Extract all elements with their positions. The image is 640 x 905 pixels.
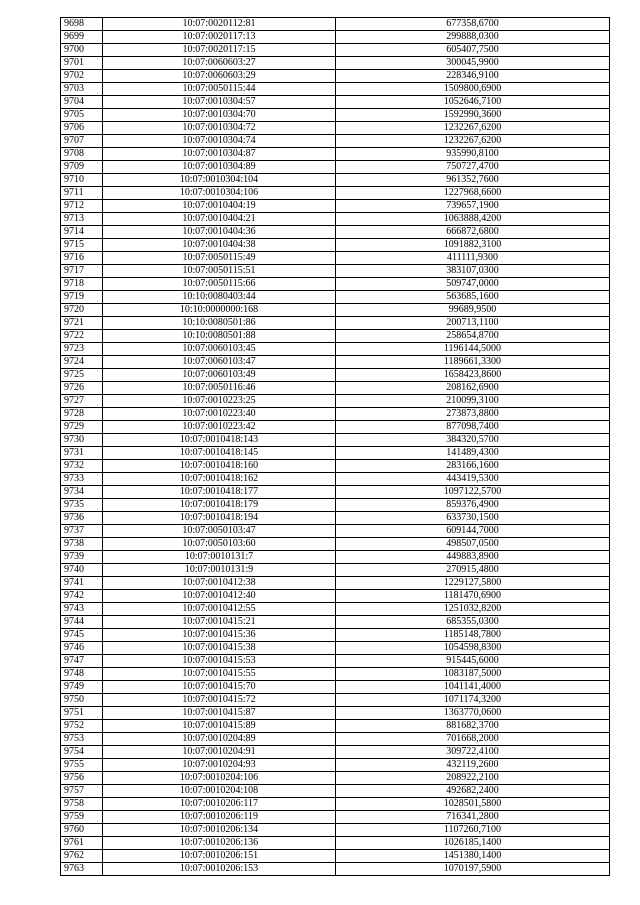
row-number-cell: 9712 — [61, 200, 103, 213]
table-row — [61, 746, 610, 759]
table-row — [61, 18, 610, 31]
value-cell: 1509800,6900 — [336, 83, 610, 96]
value-cell: 449883,8900 — [336, 551, 610, 564]
row-number-cell: 9716 — [61, 252, 103, 265]
table-row — [61, 109, 610, 122]
value-cell: 716341,2800 — [336, 811, 610, 824]
value-cell: 208922,2100 — [336, 772, 610, 785]
cadastral-number-cell: 10:07:0050115:51 — [103, 265, 336, 278]
table-row — [61, 174, 610, 187]
table-row — [61, 382, 610, 395]
table-row — [61, 460, 610, 473]
value-cell: 1185148,7800 — [336, 629, 610, 642]
cadastral-number-cell: 10:10:0080501:86 — [103, 317, 336, 330]
cadastral-number-cell: 10:07:0010415:36 — [103, 629, 336, 642]
cadastral-number-cell: 10:07:0010206:119 — [103, 811, 336, 824]
value-cell: 1091882,3100 — [336, 239, 610, 252]
row-number-cell: 9698 — [61, 18, 103, 31]
row-number-cell: 9751 — [61, 707, 103, 720]
value-cell: 309722,4100 — [336, 746, 610, 759]
row-number-cell: 9760 — [61, 824, 103, 837]
row-number-cell: 9704 — [61, 96, 103, 109]
row-number-cell: 9731 — [61, 447, 103, 460]
table-row — [61, 31, 610, 44]
cadastral-number-cell: 10:07:0010304:57 — [103, 96, 336, 109]
table-row — [61, 278, 610, 291]
table-row — [61, 408, 610, 421]
value-cell: 1229127,5800 — [336, 577, 610, 590]
table-row — [61, 447, 610, 460]
value-cell: 1232267,6200 — [336, 135, 610, 148]
cadastral-number-cell: 10:07:0010415:55 — [103, 668, 336, 681]
row-number-cell: 9720 — [61, 304, 103, 317]
value-cell: 1251032,8200 — [336, 603, 610, 616]
cadastral-number-cell: 10:07:0010412:40 — [103, 590, 336, 603]
row-number-cell: 9743 — [61, 603, 103, 616]
cadastral-number-cell: 10:07:0020117:13 — [103, 31, 336, 44]
cadastral-number-cell: 10:07:0010415:21 — [103, 616, 336, 629]
value-cell: 859376,4900 — [336, 499, 610, 512]
value-cell: 1054598,8300 — [336, 642, 610, 655]
value-cell: 666872,6800 — [336, 226, 610, 239]
cadastral-number-cell: 10:07:0010204:91 — [103, 746, 336, 759]
row-number-cell: 9708 — [61, 148, 103, 161]
table-row — [61, 473, 610, 486]
table-row — [61, 395, 610, 408]
cadastral-number-cell: 10:07:0060603:29 — [103, 70, 336, 83]
row-number-cell: 9702 — [61, 70, 103, 83]
table-row — [61, 369, 610, 382]
cadastral-number-cell: 10:07:0060603:27 — [103, 57, 336, 70]
value-cell: 701668,2000 — [336, 733, 610, 746]
table-row — [61, 135, 610, 148]
cadastral-number-cell: 10:07:0020112:81 — [103, 18, 336, 31]
table-row — [61, 863, 610, 876]
row-number-cell: 9754 — [61, 746, 103, 759]
table-row — [61, 564, 610, 577]
row-number-cell: 9756 — [61, 772, 103, 785]
value-cell: 677358,6700 — [336, 18, 610, 31]
row-number-cell: 9748 — [61, 668, 103, 681]
cadastral-number-cell: 10:07:0010206:151 — [103, 850, 336, 863]
row-number-cell: 9727 — [61, 395, 103, 408]
cadastral-number-cell: 10:10:0080403:44 — [103, 291, 336, 304]
cadastral-number-cell: 10:07:0010412:55 — [103, 603, 336, 616]
value-cell: 1363770,0600 — [336, 707, 610, 720]
cadastral-number-cell: 10:07:0010418:179 — [103, 499, 336, 512]
row-number-cell: 9707 — [61, 135, 103, 148]
table-row — [61, 551, 610, 564]
table-row — [61, 252, 610, 265]
value-cell: 432119,2600 — [336, 759, 610, 772]
row-number-cell: 9734 — [61, 486, 103, 499]
table-row — [61, 616, 610, 629]
value-cell: 200713,1100 — [336, 317, 610, 330]
value-cell: 1063888,4200 — [336, 213, 610, 226]
cadastral-number-cell: 10:10:0080501:88 — [103, 330, 336, 343]
table-row — [61, 421, 610, 434]
value-cell: 915445,6000 — [336, 655, 610, 668]
cadastral-number-cell: 10:10:0000000:168 — [103, 304, 336, 317]
cadastral-number-cell: 10:07:0010131:9 — [103, 564, 336, 577]
table-row — [61, 148, 610, 161]
value-cell: 961352,7600 — [336, 174, 610, 187]
table-row — [61, 161, 610, 174]
cadastral-number-cell: 10:07:0010204:108 — [103, 785, 336, 798]
cadastral-number-cell: 10:07:0010404:21 — [103, 213, 336, 226]
value-cell: 283166,1600 — [336, 460, 610, 473]
cadastral-number-cell: 10:07:0050116:46 — [103, 382, 336, 395]
row-number-cell: 9700 — [61, 44, 103, 57]
table-row — [61, 96, 610, 109]
value-cell: 1451380,1400 — [336, 850, 610, 863]
row-number-cell: 9740 — [61, 564, 103, 577]
row-number-cell: 9757 — [61, 785, 103, 798]
table-row — [61, 226, 610, 239]
row-number-cell: 9747 — [61, 655, 103, 668]
value-cell: 1041141,4000 — [336, 681, 610, 694]
value-cell: 299888,0300 — [336, 31, 610, 44]
table-row — [61, 733, 610, 746]
cadastral-number-cell: 10:07:0010415:53 — [103, 655, 336, 668]
row-number-cell: 9728 — [61, 408, 103, 421]
cadastral-number-cell: 10:07:0060103:45 — [103, 343, 336, 356]
row-number-cell: 9722 — [61, 330, 103, 343]
table-row — [61, 798, 610, 811]
row-number-cell: 9718 — [61, 278, 103, 291]
row-number-cell: 9744 — [61, 616, 103, 629]
cadastral-number-cell: 10:07:0010204:93 — [103, 759, 336, 772]
cadastral-number-cell: 10:07:0050115:49 — [103, 252, 336, 265]
value-cell: 1232267,6200 — [336, 122, 610, 135]
cadastral-number-cell: 10:07:0010304:70 — [103, 109, 336, 122]
cadastral-number-cell: 10:07:0010418:194 — [103, 512, 336, 525]
row-number-cell: 9706 — [61, 122, 103, 135]
table-row — [61, 694, 610, 707]
cadastral-number-cell: 10:07:0010415:72 — [103, 694, 336, 707]
table-row — [61, 200, 610, 213]
table-row — [61, 57, 610, 70]
cadastral-number-cell: 10:07:0010223:42 — [103, 421, 336, 434]
table-row — [61, 720, 610, 733]
value-cell: 509747,0000 — [336, 278, 610, 291]
table-row — [61, 642, 610, 655]
table-row — [61, 512, 610, 525]
table-row — [61, 538, 610, 551]
value-cell: 208162,6900 — [336, 382, 610, 395]
cadastral-number-cell: 10:07:0010418:145 — [103, 447, 336, 460]
cadastral-number-cell: 10:07:0010418:162 — [103, 473, 336, 486]
table-row — [61, 343, 610, 356]
row-number-cell: 9714 — [61, 226, 103, 239]
cadastral-number-cell: 10:07:0010418:143 — [103, 434, 336, 447]
cadastral-number-cell: 10:07:0050115:66 — [103, 278, 336, 291]
cadastral-number-cell: 10:07:0010223:40 — [103, 408, 336, 421]
row-number-cell: 9701 — [61, 57, 103, 70]
row-number-cell: 9739 — [61, 551, 103, 564]
value-cell: 270915,4800 — [336, 564, 610, 577]
table-row — [61, 681, 610, 694]
row-number-cell: 9736 — [61, 512, 103, 525]
row-number-cell: 9753 — [61, 733, 103, 746]
cadastral-number-cell: 10:07:0010404:19 — [103, 200, 336, 213]
value-cell: 300045,9900 — [336, 57, 610, 70]
value-cell: 1592990,3600 — [336, 109, 610, 122]
cadastral-number-cell: 10:07:0010304:104 — [103, 174, 336, 187]
value-cell: 1097122,5700 — [336, 486, 610, 499]
row-number-cell: 9703 — [61, 83, 103, 96]
row-number-cell: 9732 — [61, 460, 103, 473]
cadastral-number-cell: 10:07:0020117:15 — [103, 44, 336, 57]
row-number-cell: 9738 — [61, 538, 103, 551]
table-row — [61, 707, 610, 720]
row-number-cell: 9741 — [61, 577, 103, 590]
value-cell: 141489,4300 — [336, 447, 610, 460]
table-row — [61, 291, 610, 304]
table-row — [61, 759, 610, 772]
value-cell: 498507,0500 — [336, 538, 610, 551]
row-number-cell: 9759 — [61, 811, 103, 824]
table-row — [61, 655, 610, 668]
table-row — [61, 668, 610, 681]
cadastral-number-cell: 10:07:0010412:38 — [103, 577, 336, 590]
row-number-cell: 9723 — [61, 343, 103, 356]
row-number-cell: 9709 — [61, 161, 103, 174]
table-row — [61, 44, 610, 57]
value-cell: 383107,0300 — [336, 265, 610, 278]
value-cell: 881682,3700 — [336, 720, 610, 733]
cadastral-number-cell: 10:07:0010415:89 — [103, 720, 336, 733]
row-number-cell: 9729 — [61, 421, 103, 434]
row-number-cell: 9749 — [61, 681, 103, 694]
table-row — [61, 772, 610, 785]
value-cell: 1658423,8600 — [336, 369, 610, 382]
table-row — [61, 70, 610, 83]
table-row — [61, 317, 610, 330]
cadastral-number-cell: 10:07:0010304:72 — [103, 122, 336, 135]
value-cell: 1181470,6900 — [336, 590, 610, 603]
value-cell: 877098,7400 — [336, 421, 610, 434]
value-cell: 935990,8100 — [336, 148, 610, 161]
row-number-cell: 9699 — [61, 31, 103, 44]
value-cell: 1107260,7100 — [336, 824, 610, 837]
cadastral-number-cell: 10:07:0010418:160 — [103, 460, 336, 473]
value-cell: 210099,3100 — [336, 395, 610, 408]
table-row — [61, 330, 610, 343]
cadastral-number-cell: 10:07:0010415:38 — [103, 642, 336, 655]
value-cell: 1028501,5800 — [336, 798, 610, 811]
cadastral-number-cell: 10:07:0010204:89 — [103, 733, 336, 746]
table-row — [61, 304, 610, 317]
value-cell: 1196144,5000 — [336, 343, 610, 356]
row-number-cell: 9721 — [61, 317, 103, 330]
cadastral-number-cell: 10:07:0010206:117 — [103, 798, 336, 811]
table-row — [61, 239, 610, 252]
table-row — [61, 603, 610, 616]
table-row — [61, 122, 610, 135]
row-number-cell: 9746 — [61, 642, 103, 655]
table-row — [61, 356, 610, 369]
row-number-cell: 9761 — [61, 837, 103, 850]
row-number-cell: 9752 — [61, 720, 103, 733]
table-row — [61, 525, 610, 538]
row-number-cell: 9737 — [61, 525, 103, 538]
value-cell: 750727,4700 — [336, 161, 610, 174]
row-number-cell: 9763 — [61, 863, 103, 876]
value-cell: 605407,7500 — [336, 44, 610, 57]
cadastral-number-cell: 10:07:0010131:7 — [103, 551, 336, 564]
value-cell: 633730,1500 — [336, 512, 610, 525]
row-number-cell: 9725 — [61, 369, 103, 382]
value-cell: 1227968,6600 — [336, 187, 610, 200]
value-cell: 1052646,7100 — [336, 96, 610, 109]
cadastral-number-cell: 10:07:0060103:49 — [103, 369, 336, 382]
row-number-cell: 9705 — [61, 109, 103, 122]
value-cell: 492682,2400 — [336, 785, 610, 798]
table-row — [61, 265, 610, 278]
row-number-cell: 9713 — [61, 213, 103, 226]
value-cell: 1070197,5900 — [336, 863, 610, 876]
row-number-cell: 9755 — [61, 759, 103, 772]
row-number-cell: 9715 — [61, 239, 103, 252]
table-row — [61, 811, 610, 824]
value-cell: 739657,1900 — [336, 200, 610, 213]
row-number-cell: 9762 — [61, 850, 103, 863]
cadastral-number-cell: 10:07:0010206:134 — [103, 824, 336, 837]
table-row — [61, 785, 610, 798]
value-cell: 443419,5300 — [336, 473, 610, 486]
row-number-cell: 9724 — [61, 356, 103, 369]
cadastral-number-cell: 10:07:0010206:136 — [103, 837, 336, 850]
cadastral-number-cell: 10:07:0050115:44 — [103, 83, 336, 96]
table-row — [61, 629, 610, 642]
value-cell: 685355,0300 — [336, 616, 610, 629]
row-number-cell: 9719 — [61, 291, 103, 304]
cadastral-number-cell: 10:07:0010404:38 — [103, 239, 336, 252]
row-number-cell: 9730 — [61, 434, 103, 447]
cadastral-number-cell: 10:07:0060103:47 — [103, 356, 336, 369]
table-row — [61, 434, 610, 447]
value-cell: 99689,9500 — [336, 304, 610, 317]
row-number-cell: 9717 — [61, 265, 103, 278]
cadastral-value-table — [60, 17, 610, 876]
cadastral-number-cell: 10:07:0010304:87 — [103, 148, 336, 161]
table-row — [61, 590, 610, 603]
row-number-cell: 9745 — [61, 629, 103, 642]
row-number-cell: 9711 — [61, 187, 103, 200]
table-row — [61, 213, 610, 226]
table-row — [61, 577, 610, 590]
value-cell: 411111,9300 — [336, 252, 610, 265]
value-cell: 1026185,1400 — [336, 837, 610, 850]
cadastral-number-cell: 10:07:0010404:36 — [103, 226, 336, 239]
table-row — [61, 850, 610, 863]
value-cell: 609144,7000 — [336, 525, 610, 538]
table-row — [61, 83, 610, 96]
cadastral-number-cell: 10:07:0010415:87 — [103, 707, 336, 720]
cadastral-number-cell: 10:07:0010206:153 — [103, 863, 336, 876]
cadastral-number-cell: 10:07:0010304:74 — [103, 135, 336, 148]
cadastral-number-cell: 10:07:0050103:47 — [103, 525, 336, 538]
value-cell: 1189661,3300 — [336, 356, 610, 369]
cadastral-number-cell: 10:07:0010304:106 — [103, 187, 336, 200]
row-number-cell: 9758 — [61, 798, 103, 811]
cadastral-number-cell: 10:07:0010415:70 — [103, 681, 336, 694]
row-number-cell: 9733 — [61, 473, 103, 486]
value-cell: 273873,8800 — [336, 408, 610, 421]
value-cell: 384320,5700 — [336, 434, 610, 447]
cadastral-number-cell: 10:07:0010304:89 — [103, 161, 336, 174]
table-row — [61, 499, 610, 512]
row-number-cell: 9750 — [61, 694, 103, 707]
value-cell: 1071174,3200 — [336, 694, 610, 707]
table-body — [61, 18, 610, 876]
row-number-cell: 9735 — [61, 499, 103, 512]
value-cell: 1083187,5000 — [336, 668, 610, 681]
value-cell: 258654,8700 — [336, 330, 610, 343]
value-cell: 228346,9100 — [336, 70, 610, 83]
table-row — [61, 837, 610, 850]
row-number-cell: 9726 — [61, 382, 103, 395]
cadastral-number-cell: 10:07:0010418:177 — [103, 486, 336, 499]
row-number-cell: 9742 — [61, 590, 103, 603]
table-row — [61, 187, 610, 200]
cadastral-number-cell: 10:07:0010204:106 — [103, 772, 336, 785]
cadastral-number-cell: 10:07:0010223:25 — [103, 395, 336, 408]
value-cell: 563685,1600 — [336, 291, 610, 304]
table-row — [61, 486, 610, 499]
row-number-cell: 9710 — [61, 174, 103, 187]
table-row — [61, 824, 610, 837]
cadastral-number-cell: 10:07:0050103:60 — [103, 538, 336, 551]
